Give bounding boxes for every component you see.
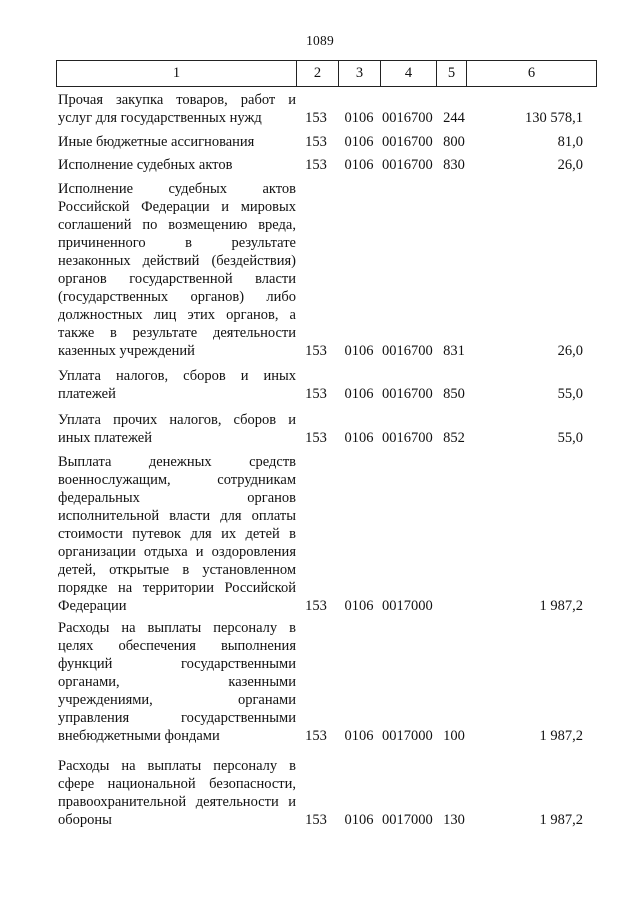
row-description [58,180,296,360]
row-description [58,411,296,447]
description-line: детей, открытые в установленном [58,562,296,578]
description-line: Расходы на выплаты персоналу в [58,758,296,774]
description-line: Исполнение судебных актов [58,157,233,173]
cell-c2: 153 [305,812,327,828]
header-col-6: 6 [527,65,536,81]
cell-c4: 0017000 [382,812,433,828]
cell-c3: 0106 [344,812,374,828]
description-line: федеральных органов [58,490,296,506]
cell-c3: 0106 [344,598,374,614]
row-description [58,619,296,745]
description-line: Российской Федерации и мировых [58,199,296,215]
cell-c2: 153 [305,598,327,614]
description-line: внебюджетными фондами [58,728,220,744]
description-line: сфере национальной безопасности, [58,776,296,792]
cell-c5: 130 [443,812,465,828]
description-line: управления государственными [58,710,296,726]
row-description [58,367,296,403]
description-line: исполнительной власти для оплаты [58,508,296,524]
cell-c3: 0106 [344,728,374,744]
description-line: Уплата налогов, сборов и иных [58,368,296,384]
description-line: иных платежей [58,430,152,446]
page-number: 1089 [306,33,334,48]
description-line: соглашений по возмещению вреда, [58,217,296,233]
cell-c6: 26,0 [557,157,583,173]
description-line: также в результате деятельности [58,325,296,341]
cell-c5: 831 [443,343,465,359]
cell-c6: 1 987,2 [539,728,583,744]
description-line: (государственных органов) либо [58,289,296,305]
cell-c3: 0106 [344,134,374,150]
cell-c2: 153 [305,728,327,744]
row-description [58,91,296,127]
cell-c6: 55,0 [557,430,583,446]
cell-c2: 153 [305,110,327,126]
cell-c5: 852 [443,430,465,446]
cell-c5: 800 [443,134,465,150]
cell-c2: 153 [305,343,327,359]
description-line: обороны [58,812,112,828]
description-line: Федерации [58,598,127,614]
header-col-4: 4 [381,61,437,86]
cell-c4: 0016700 [382,386,433,402]
cell-c3: 0106 [344,386,374,402]
description-line: функций государственными [58,656,296,672]
cell-c5: 850 [443,386,465,402]
row-description [58,156,296,174]
description-line: Уплата прочих налогов, сборов и [58,412,296,428]
cell-c6: 1 987,2 [539,812,583,828]
cell-c5: 830 [443,157,465,173]
description-line: незаконных действий (бездействия) [58,253,296,269]
cell-c4: 0017000 [382,728,433,744]
description-line: услуг для государственных нужд [58,110,262,126]
description-line: Прочая закупка товаров, работ и [58,92,296,108]
cell-c3: 0106 [344,343,374,359]
description-line: правоохранительной деятельности и [58,794,296,810]
cell-c5: 100 [443,728,465,744]
cell-c4: 0016700 [382,157,433,173]
description-line: военнослужащим, сотрудникам [58,472,296,488]
cell-c6: 26,0 [557,343,583,359]
description-line: Расходы на выплаты персоналу в [58,620,296,636]
cell-c6: 130 578,1 [525,110,583,126]
cell-c4: 0016700 [382,110,433,126]
cell-c2: 153 [305,157,327,173]
cell-c2: 153 [305,430,327,446]
header-col-3: 3 [339,61,381,86]
row-description [58,453,296,615]
cell-c2: 153 [305,386,327,402]
cell-c2: 153 [305,134,327,150]
cell-c4: 0017000 [382,598,433,614]
description-line: стоимости путевок для их детей в [58,526,296,542]
cell-c4: 0016700 [382,430,433,446]
description-line: учреждениями, органами [58,692,296,708]
cell-c3: 0106 [344,110,374,126]
description-line: Исполнение судебных актов [58,181,296,197]
row-description [58,757,296,829]
cell-c3: 0106 [344,157,374,173]
description-line: органов государственной власти [58,271,296,287]
table-header [56,60,597,87]
description-line: Выплата денежных средств [58,454,296,470]
description-line: платежей [58,386,116,402]
cell-c6: 55,0 [557,386,583,402]
description-line: казенных учреждений [58,343,195,359]
cell-c3: 0106 [344,430,374,446]
header-col-2: 2 [297,61,339,86]
cell-c6: 1 987,2 [539,598,583,614]
description-line: причиненного в результате [58,235,296,251]
cell-c4: 0016700 [382,343,433,359]
row-description [58,133,296,151]
cell-c5: 244 [443,110,465,126]
description-line: должностных лиц этих органов, а [58,307,296,323]
header-col-5: 5 [437,61,467,86]
cell-c6: 81,0 [557,134,583,150]
description-line: органами, казенными [58,674,296,690]
description-line: целях обеспечения выполнения [58,638,296,654]
header-col-1: 1 [57,61,297,86]
description-line: порядке на территории Российской [58,580,296,596]
description-line: Иные бюджетные ассигнования [58,134,255,150]
cell-c4: 0016700 [382,134,433,150]
description-line: организации отдыха и оздоровления [58,544,296,560]
